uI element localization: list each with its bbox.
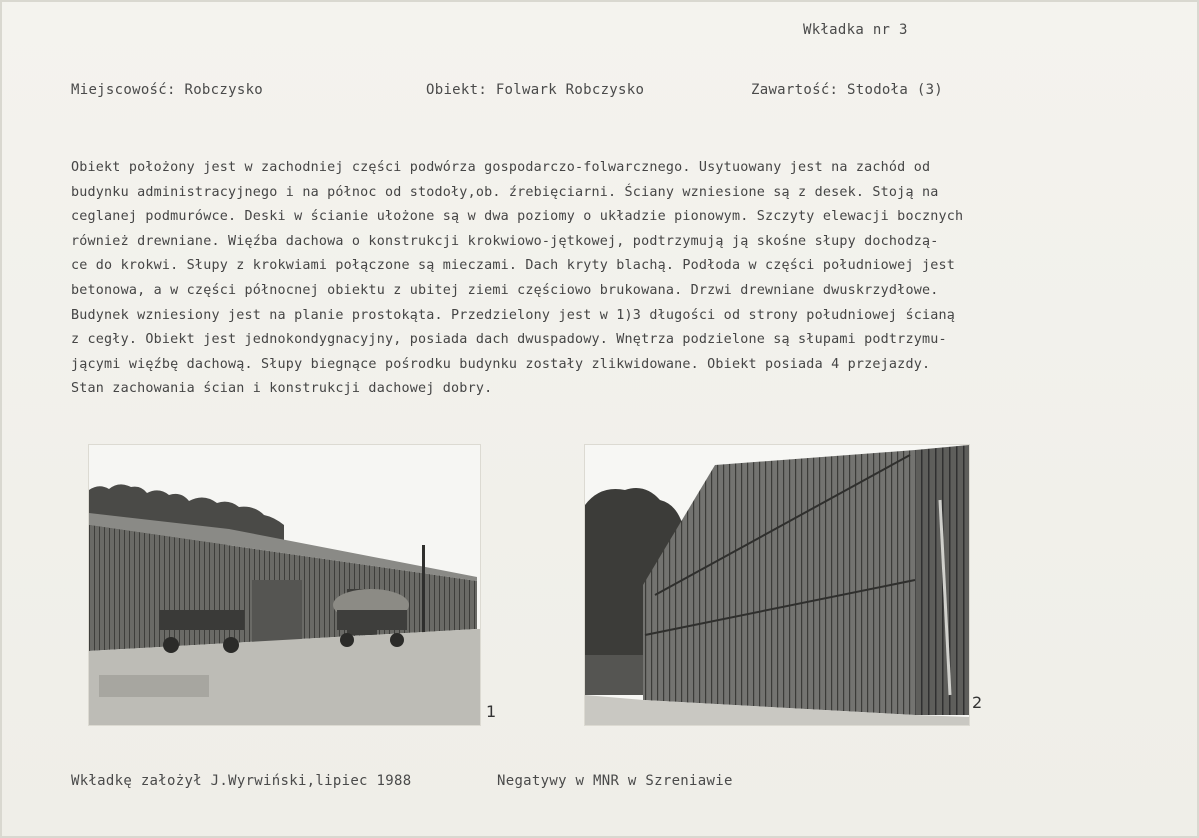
description-line: jącymi więźbę dachową. Słupy biegnące pośrodku budynku zostały zlikwidowane. Obiekt posiada 4 przejazdy.: [71, 356, 931, 372]
description-line: Obiekt położony jest w zachodniej części podwórza gospodarczo-folwarcznego. Usytuowany jest na zachód od: [71, 160, 931, 175]
author-note: Wkładkę założył J.Wyrwiński,lipiec 1988: [71, 773, 412, 789]
description-line: Stan zachowania ścian i konstrukcji dachowej dobry.: [71, 381, 493, 397]
description-text: [71, 156, 1176, 402]
negatives-note: Negatywy w MNR w Szreniawie: [497, 773, 733, 789]
description-line: również drewniane. Więźba dachowa o konstrukcji krokwiowo-jętkowej, podtrzymują ją skośne słupy dochodzą-: [71, 233, 939, 249]
barn-photo-long-side-icon: [89, 445, 480, 725]
photo-1-barn-long-side: [88, 444, 481, 726]
locality-label: Miejscowość: Robczysko: [71, 82, 264, 98]
photo-1-number: 1: [486, 702, 497, 721]
description-line: Budynek wzniesiony jest na planie prostokąta. Przedzielony jest w 1)3 długości od strony południowej ścianą: [71, 307, 956, 323]
contents-label: Zawartość: Stodoła (3): [751, 82, 944, 98]
description-line: betonowa, a w części północnej obiektu z ubitej ziemi częściowo brukowana. Drzwi drewniane dwuskrzydłowe.: [71, 282, 939, 298]
barn-photo-gable-corner-icon: [585, 445, 969, 725]
photo-2-number: 2: [972, 693, 983, 712]
object-label: Obiekt: Folwark Robczysko: [426, 82, 645, 98]
description-line: ce do krokwi. Słupy z krokwiami połączone są mieczami. Dach kryty blachą. Podłoda w części południowej jest: [71, 258, 956, 274]
photo-2-barn-gable: [584, 444, 970, 726]
description-line: ceglanej podmurówce. Deski w ścianie ułożone są w dwa poziomy o układzie pionowym. Szczyty elewacji bocznych: [71, 209, 964, 225]
description-line: budynku administracyjnego i na północ od stodoły,ob. źrebięciarni. Ściany wzniesione są z desek. Stoją na: [71, 184, 939, 200]
insert-number: Wkładka nr 3: [803, 22, 908, 38]
description-line: z cegły. Obiekt jest jednokondygnacyjny, posiada dach dwuspadowy. Wnętrza podzielone są słupami podtrzymu-: [71, 332, 947, 348]
